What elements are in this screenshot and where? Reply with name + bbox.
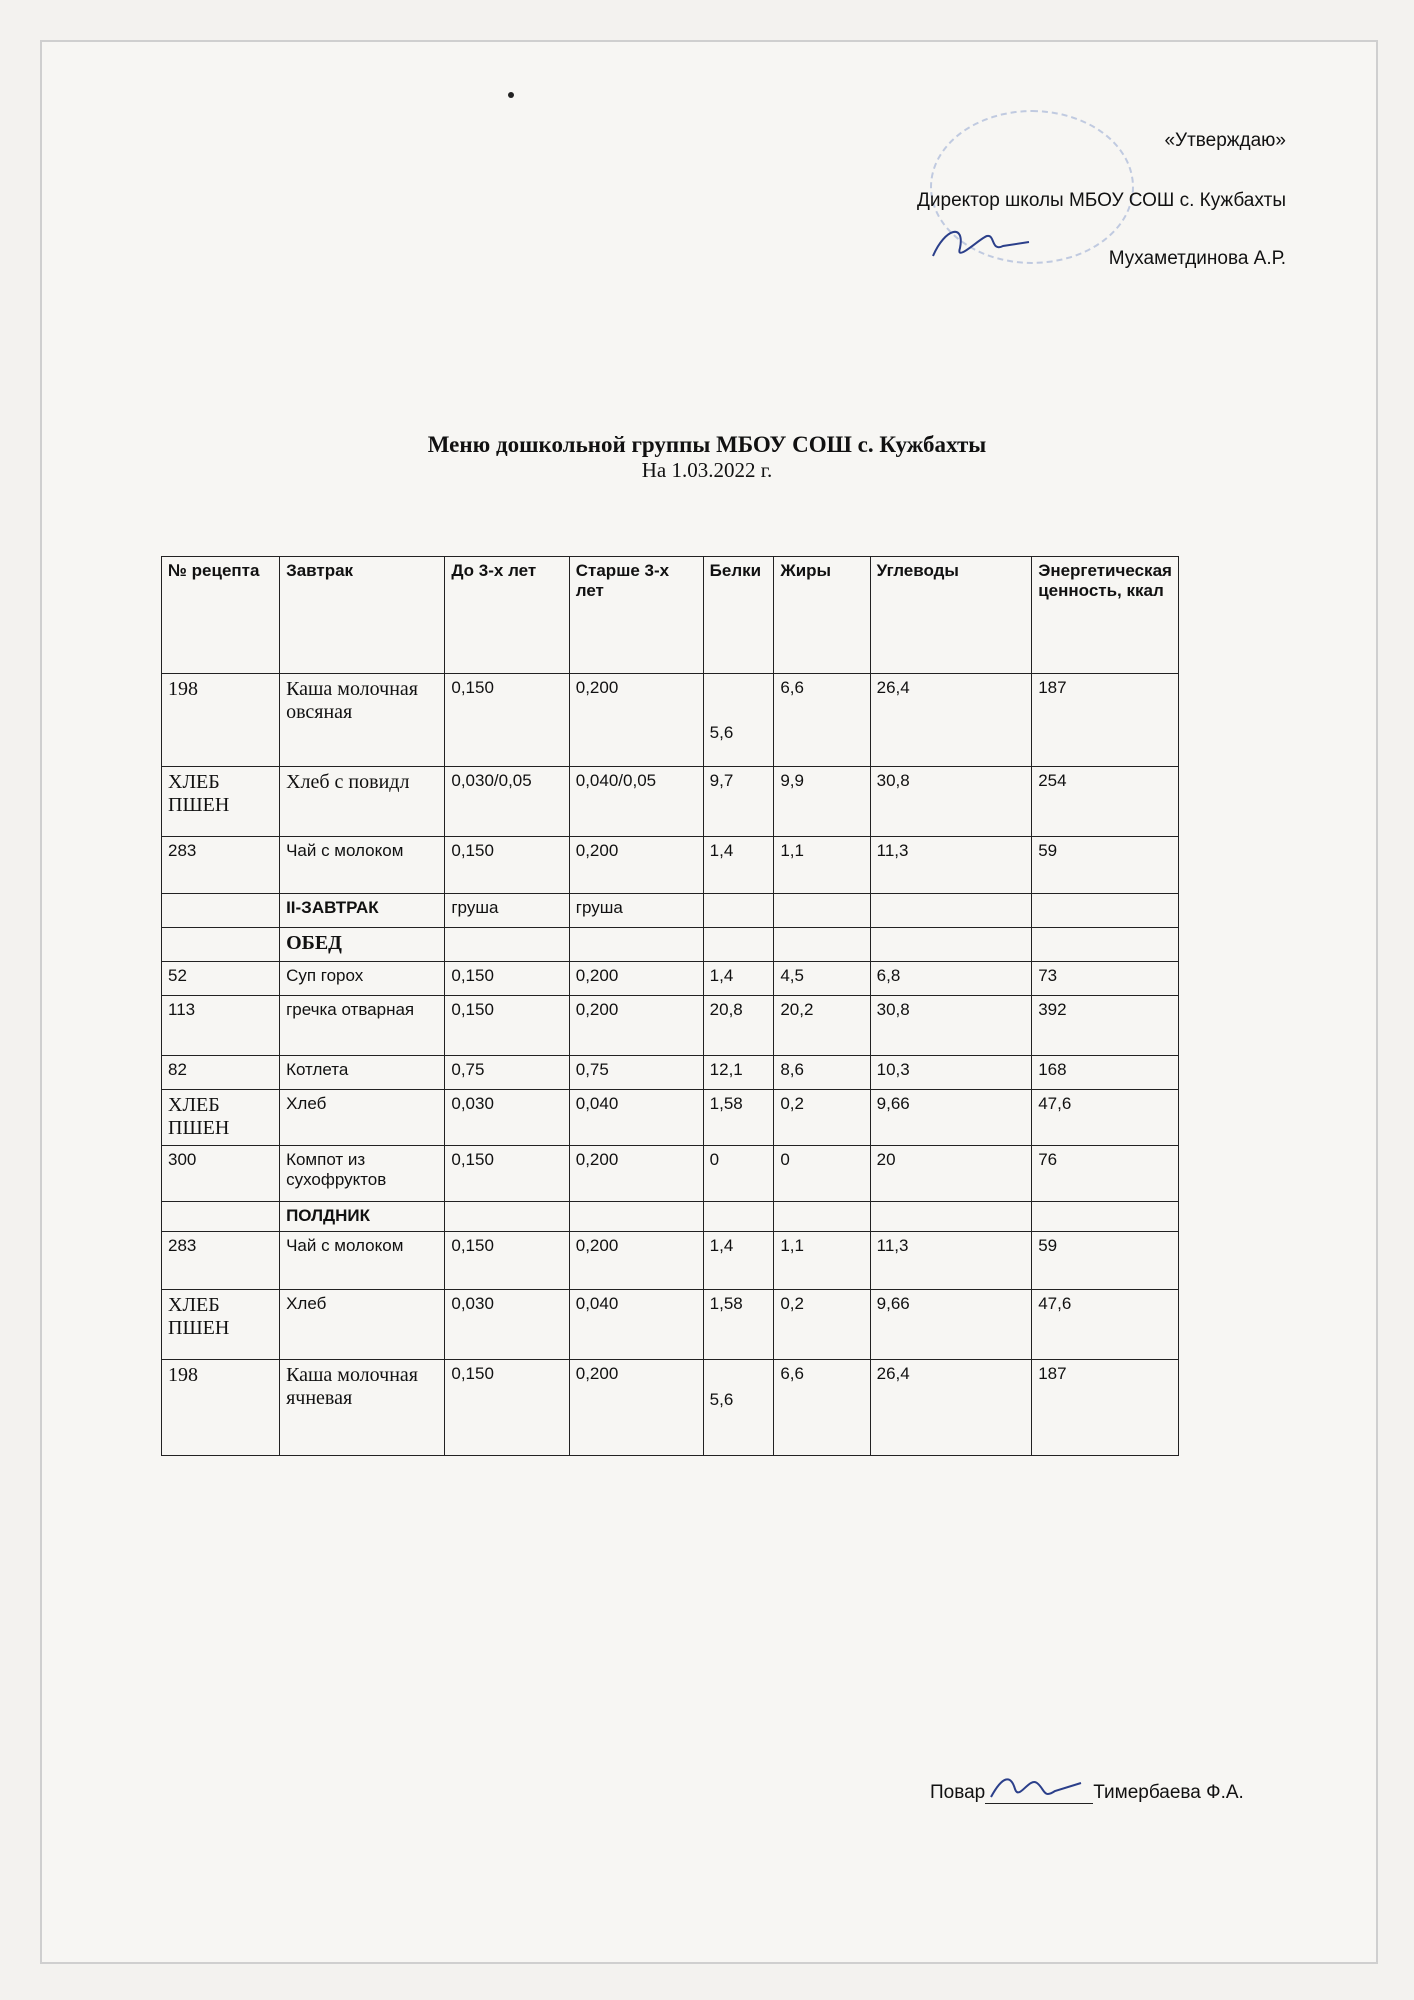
- header-proteins: Белки: [703, 557, 774, 674]
- header-carbs: Углеводы: [870, 557, 1032, 674]
- cell-carbs: 30,8: [870, 767, 1032, 837]
- cell-energy: 392: [1032, 996, 1179, 1056]
- table-header-row: [162, 557, 1179, 674]
- cell-proteins: 20,8: [703, 996, 774, 1056]
- cell-recipe: 300: [162, 1146, 280, 1202]
- cell-over3: 0,200: [569, 1146, 703, 1202]
- cell-fats: 9,9: [774, 767, 870, 837]
- cook-signature-line: [930, 1782, 1244, 1804]
- cell-under3: 0,150: [445, 1360, 569, 1456]
- table-row: [162, 1056, 1179, 1090]
- cell-proteins: 5,6: [703, 674, 774, 767]
- cell-recipe: [162, 1202, 280, 1232]
- cell-carbs: [870, 1202, 1032, 1232]
- cell-dish: Каша молочная овсяная: [280, 674, 445, 767]
- cell-energy: 73: [1032, 962, 1179, 996]
- section-afternoon-snack: ПОЛДНИК: [280, 1202, 445, 1232]
- header-energy: Энергетическая ценность, ккал: [1032, 557, 1179, 674]
- cell-dish: Котлета: [280, 1056, 445, 1090]
- cell-energy: [1032, 1202, 1179, 1232]
- cell-over3: 0,200: [569, 837, 703, 894]
- cell-carbs: [870, 928, 1032, 962]
- cell-over3: 0,040/0,05: [569, 767, 703, 837]
- cell-energy: [1032, 928, 1179, 962]
- section-second-breakfast: II-ЗАВТРАК: [280, 894, 445, 928]
- cell-over3: 0,200: [569, 1232, 703, 1290]
- cell-carbs: 26,4: [870, 674, 1032, 767]
- cell-recipe: [162, 928, 280, 962]
- cell-recipe: ХЛЕБ ПШЕН: [162, 1290, 280, 1360]
- cell-recipe: ХЛЕБ ПШЕН: [162, 767, 280, 837]
- cell-fats: [774, 1202, 870, 1232]
- cell-energy: [1032, 894, 1179, 928]
- cell-recipe: ХЛЕБ ПШЕН: [162, 1090, 280, 1146]
- cell-fats: 6,6: [774, 674, 870, 767]
- menu-title: Меню дошкольной группы МБОУ СОШ с. Кужбахты: [427, 432, 987, 457]
- cell-carbs: 11,3: [870, 837, 1032, 894]
- cell-proteins: 9,7: [703, 767, 774, 837]
- table-row: [162, 928, 1179, 962]
- signature-blank: [985, 1785, 1093, 1804]
- cell-over3: [569, 1202, 703, 1232]
- cell-carbs: 10,3: [870, 1056, 1032, 1090]
- header-under-3: До 3-х лет: [445, 557, 569, 674]
- cell-dish: Хлеб с повидл: [280, 767, 445, 837]
- menu-table: [161, 556, 1179, 1456]
- cell-over3: 0,75: [569, 1056, 703, 1090]
- cell-over3: [569, 928, 703, 962]
- cell-recipe: 198: [162, 1360, 280, 1456]
- cell-over3: груша: [569, 894, 703, 928]
- cell-dish: Компот из сухофруктов: [280, 1146, 445, 1202]
- cell-energy: 187: [1032, 1360, 1179, 1456]
- director-signature: [925, 218, 1035, 268]
- cell-carbs: [870, 894, 1032, 928]
- cell-recipe: 283: [162, 1232, 280, 1290]
- table-row: [162, 1146, 1179, 1202]
- header-fats: Жиры: [774, 557, 870, 674]
- cell-under3: 0,150: [445, 996, 569, 1056]
- cell-under3: 0,030: [445, 1290, 569, 1360]
- cell-proteins: 1,4: [703, 1232, 774, 1290]
- table-row: [162, 1232, 1179, 1290]
- cell-fats: 0,2: [774, 1090, 870, 1146]
- cell-proteins: 5,6: [703, 1360, 774, 1456]
- cell-dish: Каша молочная ячневая: [280, 1360, 445, 1456]
- table-row: [162, 1090, 1179, 1146]
- cell-over3: 0,200: [569, 962, 703, 996]
- cell-recipe: [162, 894, 280, 928]
- cell-proteins: [703, 928, 774, 962]
- cell-proteins: 1,4: [703, 962, 774, 996]
- cell-proteins: 1,58: [703, 1290, 774, 1360]
- cell-under3: 0,030: [445, 1090, 569, 1146]
- table-row: [162, 894, 1179, 928]
- cell-dish: Чай с молоком: [280, 1232, 445, 1290]
- header-breakfast: Завтрак: [280, 557, 445, 674]
- cell-under3: 0,75: [445, 1056, 569, 1090]
- cell-energy: 59: [1032, 837, 1179, 894]
- table-row: [162, 837, 1179, 894]
- cell-dish: Чай с молоком: [280, 837, 445, 894]
- cell-under3: 0,030/0,05: [445, 767, 569, 837]
- cell-over3: 0,200: [569, 674, 703, 767]
- table-row: [162, 962, 1179, 996]
- cell-proteins: 1,58: [703, 1090, 774, 1146]
- cell-fats: 6,6: [774, 1360, 870, 1456]
- cell-fats: 0: [774, 1146, 870, 1202]
- cell-recipe: 283: [162, 837, 280, 894]
- cell-proteins: 1,4: [703, 837, 774, 894]
- cell-carbs: 9,66: [870, 1090, 1032, 1146]
- table-row: [162, 996, 1179, 1056]
- cell-fats: 1,1: [774, 1232, 870, 1290]
- cell-under3: 0,150: [445, 674, 569, 767]
- cell-carbs: 11,3: [870, 1232, 1032, 1290]
- table-row: [162, 674, 1179, 767]
- cell-proteins: 0: [703, 1146, 774, 1202]
- cell-recipe: 82: [162, 1056, 280, 1090]
- cell-under3: [445, 1202, 569, 1232]
- cell-energy: 76: [1032, 1146, 1179, 1202]
- cell-fats: 0,2: [774, 1290, 870, 1360]
- cell-dish: Суп горох: [280, 962, 445, 996]
- cell-fats: 4,5: [774, 962, 870, 996]
- cell-carbs: 6,8: [870, 962, 1032, 996]
- cell-energy: 47,6: [1032, 1290, 1179, 1360]
- cell-carbs: 26,4: [870, 1360, 1032, 1456]
- section-lunch: ОБЕД: [280, 928, 445, 962]
- ink-dot: [508, 92, 514, 98]
- cell-under3: груша: [445, 894, 569, 928]
- cell-energy: 47,6: [1032, 1090, 1179, 1146]
- cell-dish: Хлеб: [280, 1290, 445, 1360]
- table-row: [162, 1360, 1179, 1456]
- cell-dish: гречка отварная: [280, 996, 445, 1056]
- cell-fats: 20,2: [774, 996, 870, 1056]
- cell-recipe: 52: [162, 962, 280, 996]
- cook-name: Тимербаева Ф.А.: [1093, 1782, 1244, 1803]
- cell-carbs: 30,8: [870, 996, 1032, 1056]
- cell-recipe: 113: [162, 996, 280, 1056]
- cell-dish: Хлеб: [280, 1090, 445, 1146]
- header-recipe-number: № рецепта: [162, 557, 280, 674]
- cell-under3: [445, 928, 569, 962]
- cook-label: Повар: [930, 1782, 986, 1803]
- cell-energy: 59: [1032, 1232, 1179, 1290]
- cell-fats: 1,1: [774, 837, 870, 894]
- cook-signature: [985, 1769, 1085, 1805]
- table-row: [162, 767, 1179, 837]
- approval-heading: «Утверждаю»: [1164, 130, 1286, 151]
- approval-position: Директор школы МБОУ СОШ с. Кужбахты: [917, 190, 1286, 211]
- cell-fats: [774, 928, 870, 962]
- cell-fats: [774, 894, 870, 928]
- cell-carbs: 9,66: [870, 1290, 1032, 1360]
- cell-over3: 0,040: [569, 1090, 703, 1146]
- cell-under3: 0,150: [445, 1232, 569, 1290]
- cell-proteins: [703, 894, 774, 928]
- cell-under3: 0,150: [445, 837, 569, 894]
- header-over-3: Старше 3-х лет: [569, 557, 703, 674]
- cell-proteins: [703, 1202, 774, 1232]
- approval-name: Мухаметдинова А.Р.: [1108, 248, 1286, 269]
- cell-recipe: 198: [162, 674, 280, 767]
- cell-over3: 0,040: [569, 1290, 703, 1360]
- cell-over3: 0,200: [569, 996, 703, 1056]
- cell-carbs: 20: [870, 1146, 1032, 1202]
- cell-under3: 0,150: [445, 1146, 569, 1202]
- cell-under3: 0,150: [445, 962, 569, 996]
- cell-fats: 8,6: [774, 1056, 870, 1090]
- cell-over3: 0,200: [569, 1360, 703, 1456]
- cell-energy: 187: [1032, 674, 1179, 767]
- cell-proteins: 12,1: [703, 1056, 774, 1090]
- cell-energy: 168: [1032, 1056, 1179, 1090]
- menu-date: На 1.03.2022 г.: [641, 458, 773, 482]
- table-row: [162, 1202, 1179, 1232]
- table-row: [162, 1290, 1179, 1360]
- cell-energy: 254: [1032, 767, 1179, 837]
